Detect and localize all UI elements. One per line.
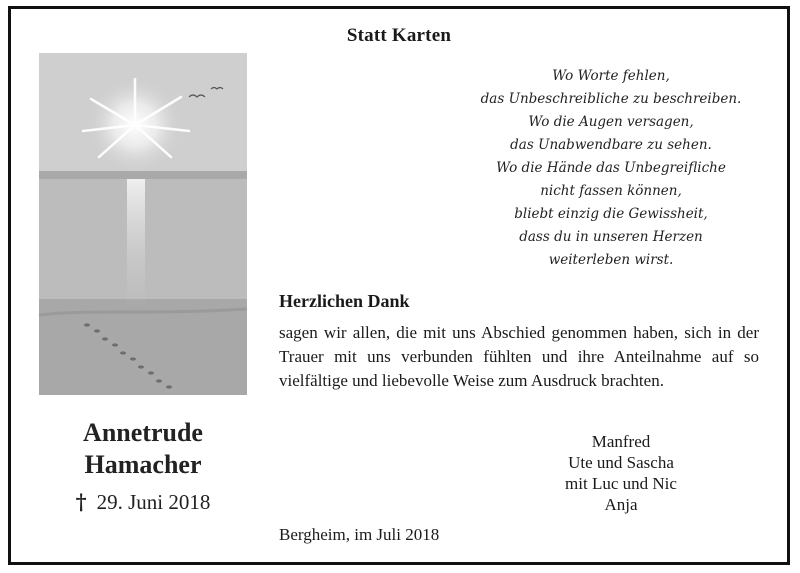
poem-line: dass du in unseren Herzen: [519, 229, 703, 245]
death-date-line: [39, 489, 247, 515]
thanks-title: Herzlichen Dank: [279, 291, 410, 311]
poem-line: Wo die Hände das Unbegreifliche: [496, 160, 726, 176]
thanks-text: sagen wir allen, die mit uns Abschied genommen haben, sich in der Trauer mit uns verbunden fühlten und ihre Anteilnahme auf so vielfältige und liebevolle Weise zum Ausdruck brachten.: [279, 323, 759, 390]
cross-icon: †: [75, 489, 87, 514]
poem-line: weiterleben wirst.: [548, 252, 674, 268]
poem-line: nicht fassen können,: [540, 183, 682, 199]
signature-line: Anja: [604, 495, 638, 514]
deceased-block: [39, 417, 247, 515]
signatures: [521, 431, 721, 515]
poem: [451, 65, 771, 272]
poem-line: Wo die Augen versagen,: [528, 114, 694, 130]
deceased-first-name: Annetrude: [83, 418, 203, 447]
signature-line: Ute und Sascha: [568, 453, 674, 472]
header-title: Statt Karten: [346, 25, 452, 46]
place-date: Bergheim, im Juli 2018: [279, 525, 440, 544]
deceased-last-name: Hamacher: [84, 450, 202, 479]
memorial-photo: [39, 53, 247, 395]
obituary-card: [8, 6, 790, 565]
poem-line: das Unbeschreibliche zu beschreiben.: [480, 91, 742, 107]
death-date: 29. Juni 2018: [96, 490, 211, 514]
poem-line: Wo Worte fehlen,: [552, 68, 670, 84]
poem-line: bliebt einzig die Gewissheit,: [514, 206, 708, 222]
poem-line: das Unabwendbare zu sehen.: [510, 137, 712, 153]
signature-line: Manfred: [591, 432, 651, 451]
signature-line: mit Luc und Nic: [565, 474, 677, 493]
